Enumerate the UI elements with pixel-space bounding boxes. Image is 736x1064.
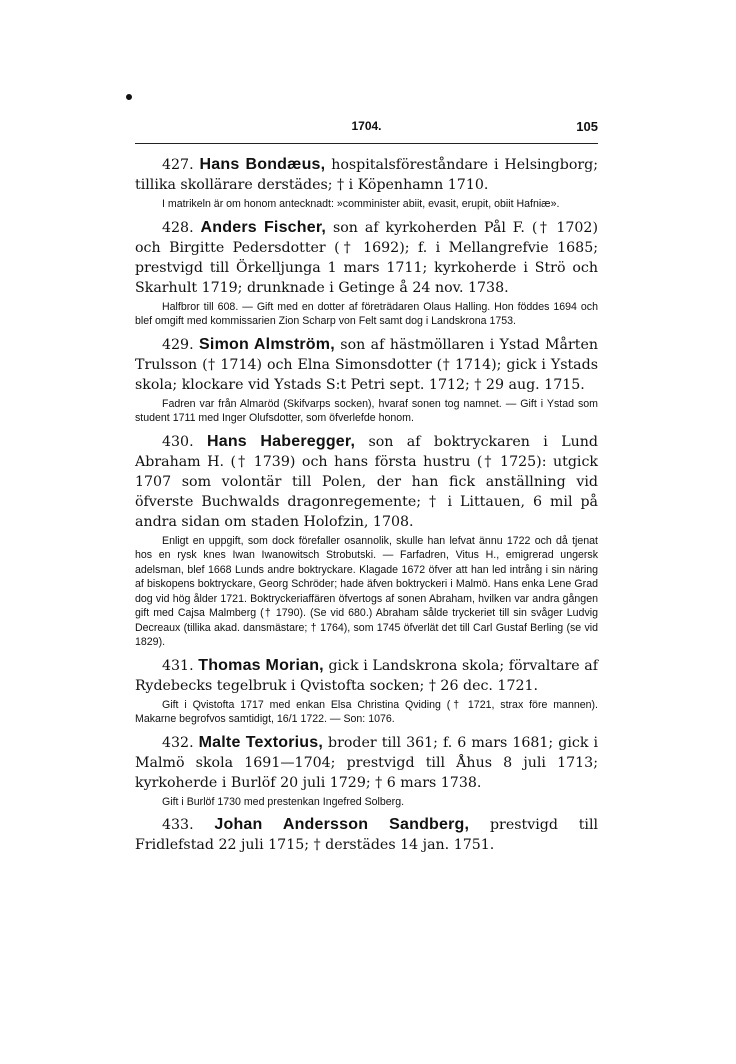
entry-main [135, 733, 598, 793]
page-content [135, 155, 598, 855]
entry-number: 429. [162, 336, 194, 353]
entry-number: 433. [162, 817, 194, 833]
entry-name: Hans Haberegger, [206, 432, 356, 450]
entry-text: son af boktryckaren i Lund Abraham H. († 1739) och hans första hustru († 1725): utgick 1707 som volontär till Polen, der han fick anställning vid öfverste Buchwalds dragonregemente; † i Littauen, 6 mil på andra sidan om staden Holofzin, 1708. [135, 433, 598, 530]
entry-name: Hans Bondæus, [199, 156, 326, 173]
ink-dot [126, 94, 132, 100]
entry-name: Malte Textorius, [198, 733, 323, 751]
entry-name: Simon Almström, [199, 335, 335, 353]
entry-433 [135, 815, 598, 855]
page-number: 105 [576, 119, 598, 134]
entry-text: son af kyrkoherden Pål F. († 1702) och Birgitte Pedersdotter († 1692); f. i Mellangrefvie 1685; prestvigd till Örkelljunga 1 mars 1711; kyrkoherde i Strö och Skarhult 1719; drunknade i Getinge å 24 nov. 1738. [135, 219, 598, 296]
entry-number: 431. [162, 657, 194, 674]
entry-main [135, 155, 598, 195]
entry-note: Fadren var från Almaröd (Skifvarps socken), hvaraf sonen tog namnet. — Gift i Ystad som student 1711 med Inger Olufsdotter, som öfverlefde honom. [135, 397, 598, 424]
entry-number: 432. [162, 734, 194, 751]
entry-note: Halfbror till 608. — Gift med en dotter af företrädaren Olaus Halling. Hon föddes 1694 och blef omgift med kommissarien Zion Scharp von Felt samt dog i Landskrona 1753. [135, 300, 598, 327]
entry-427 [135, 155, 598, 212]
entry-name: Johan Andersson Sandberg, [214, 816, 470, 833]
entry-430 [135, 432, 598, 650]
entry-428 [135, 218, 598, 329]
header-year: 1704. [351, 119, 382, 133]
entry-note: Gift i Burlöf 1730 med prestenkan Ingefred Solberg. [162, 795, 405, 808]
page-header [135, 119, 598, 137]
entry-text: hospitalsföreståndare i Helsingborg; tillika skollärare derstädes; † i Köpenhamn 1710. [135, 157, 599, 193]
entry-name: Anders Fischer, [200, 218, 327, 236]
entry-text: broder till 361; f. 6 mars 1681; gick i Malmö skola 1691—1704; prestvigd till Åhus 8 juli 1713; kyrkoherde i Burlöf 20 juli 1729; † 6 mars 1738. [135, 734, 598, 791]
entry-number: 430. [162, 433, 194, 450]
entry-note: Enligt en uppgift, som dock förefaller osannolik, skulle han lefvat ännu 1722 och då tjenat hos en rysk knes Iwan Iwanowitsch Strobutski. — Farfadren, Vitus H., emigrerad ungersk adelsman, blef 1668 Lunds andre boktryckare. Klagade 1672 öfver att han led intrång i sin näring af biskopens boktryckare, Georg Schröder; hade äfven boktryckeri i Malmö. Hans enka Lene Grad dog vid hög ålder 1721. Boktryckeriaffären öfvertogs af sonen Abraham, hvilken var andra gången gift med Cajsa Malmberg († 1790). (Se vid 680.) Abraham sålde tryckeriet till sin svåger Ludvig Decreaux (tillika akad. dansmästare; † 1764), som 1745 öfverlät det till Carl Gustaf Berling (se vid 1829). [135, 534, 598, 648]
entry-main [135, 335, 598, 395]
entry-note: Gift i Qvistofta 1717 med enkan Elsa Christina Qviding († 1721, strax före mannen). Makarne begrofvos samtidigt, 16/1 1722. — Son: 1076. [135, 698, 598, 725]
entry-main [135, 815, 598, 855]
entry-number: 428. [162, 219, 194, 236]
entry-432 [135, 733, 598, 810]
entry-429 [135, 335, 598, 426]
entry-note: I matrikeln är om honom antecknadt: »comminister abiit, evasit, erupit, obiit Hafniæ». [162, 198, 560, 210]
entry-main [135, 218, 598, 298]
entry-431 [135, 656, 598, 727]
entry-name: Thomas Morian, [198, 656, 324, 674]
entry-main [135, 656, 598, 696]
entry-text: son af hästmöllaren i Ystad Mårten Trulsson († 1714) och Elna Simonsdotter († 1714); gick i Ystads skola; klockare vid Ystads S:t Petri sept. 1712; † 29 aug. 1715. [135, 336, 598, 393]
entry-number: 427. [162, 157, 194, 173]
entry-text: prestvigd till Fridlefstad 22 juli 1715; † derstädes 14 jan. 1751. [135, 817, 599, 853]
entry-main [135, 432, 598, 532]
entry-text: gick i Landskrona skola; förvaltare af Rydebecks tegelbruk i Qvistofta socken; † 26 dec. 1721. [135, 657, 599, 694]
header-rule [135, 143, 598, 144]
